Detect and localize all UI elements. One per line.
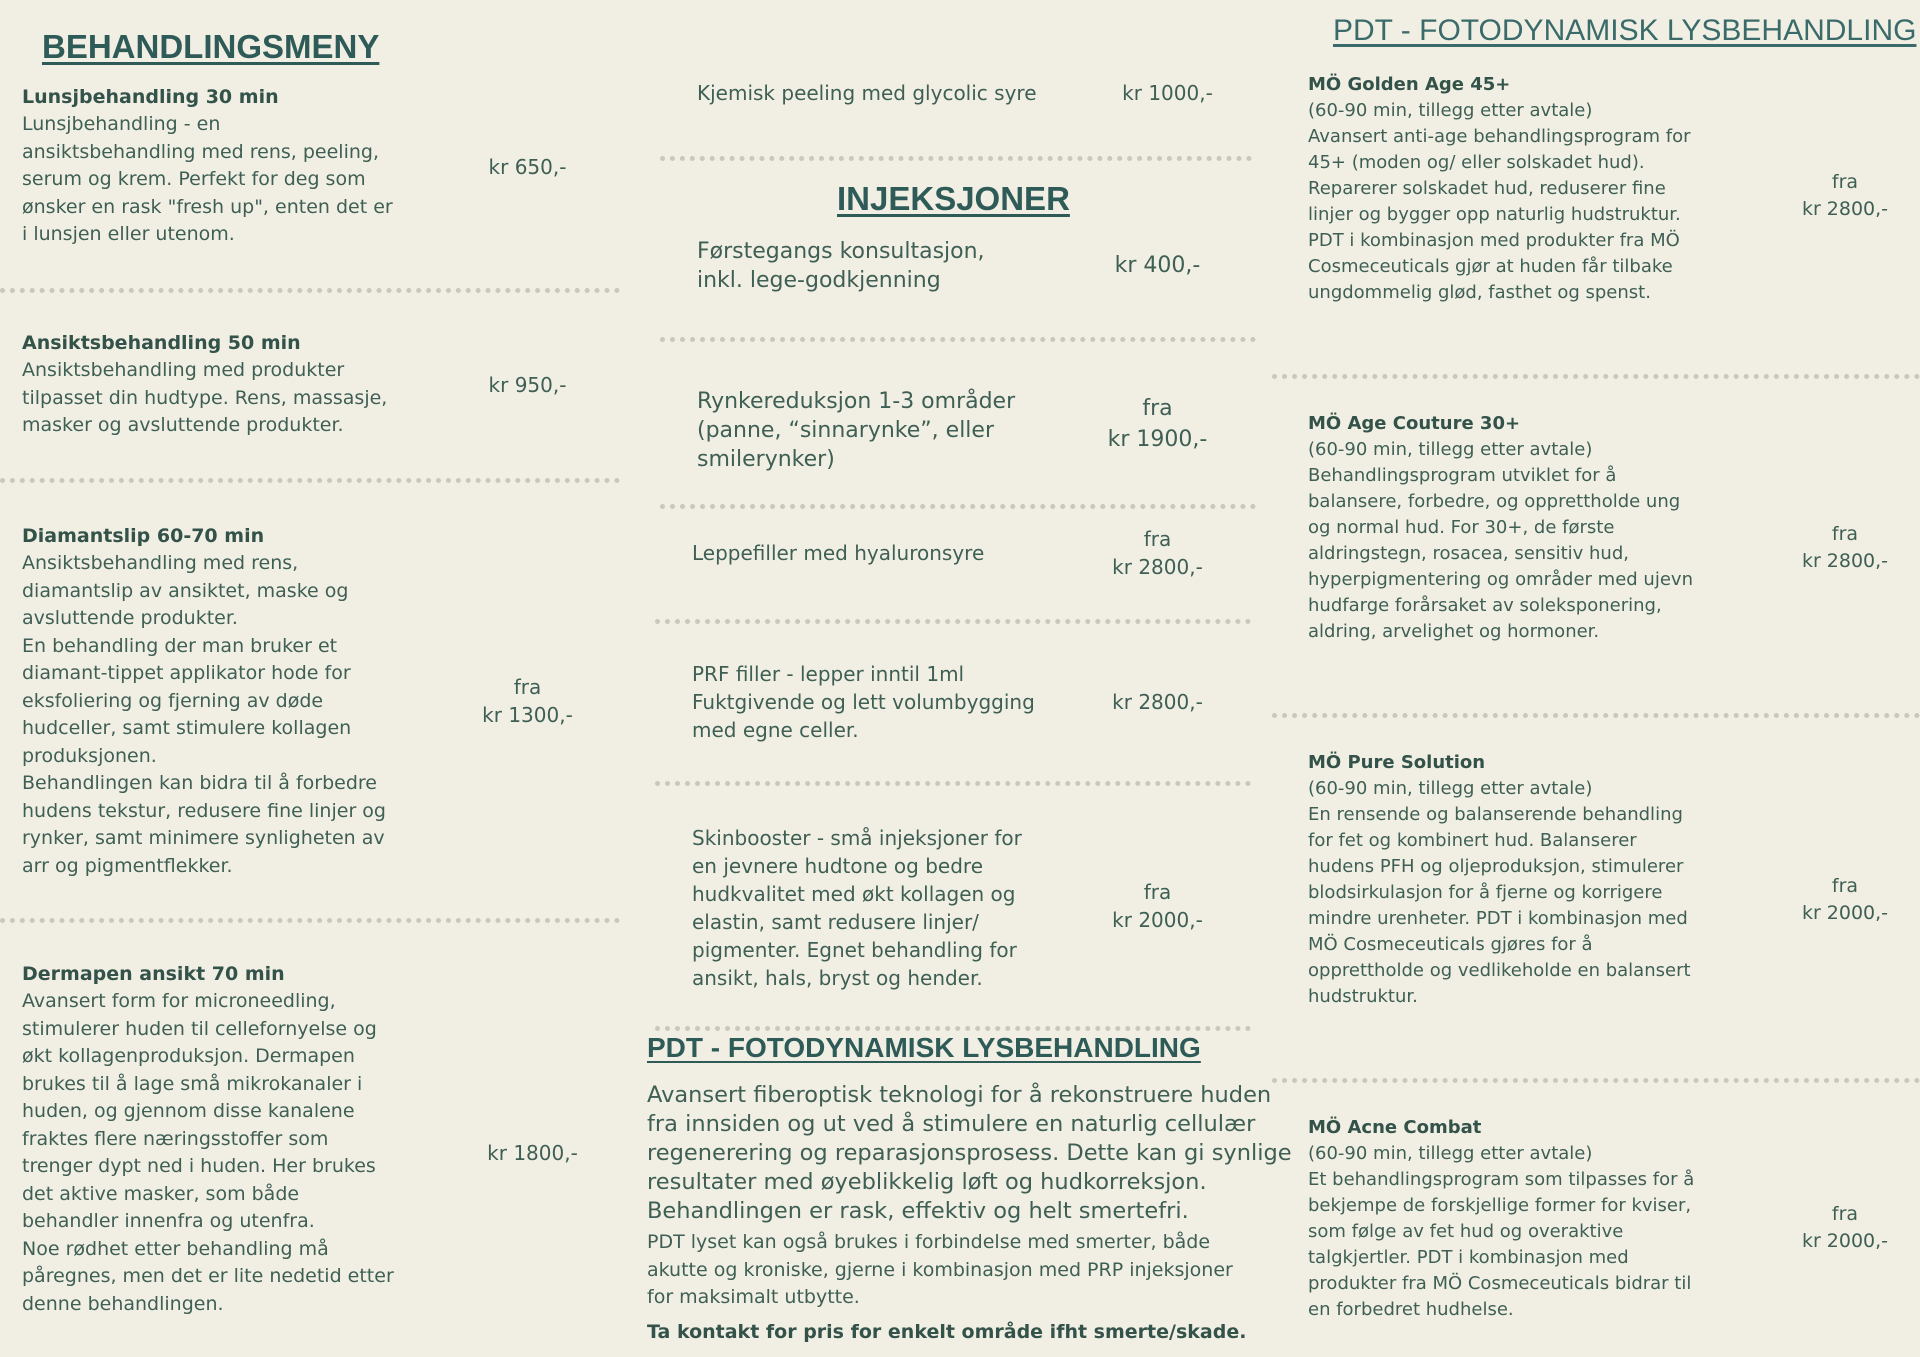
injection-name: Førstegangs konsultasjon, inkl. lege-godkjenning: [697, 239, 985, 293]
item-price: kr 950,-: [488, 373, 567, 397]
program-title: MÖ Pure Solution: [1308, 752, 1486, 773]
program-price: fra kr 2800,-: [1801, 523, 1889, 572]
divider: [655, 619, 1251, 624]
program-price: fra kr 2800,-: [1801, 171, 1889, 220]
pdt-program-age-couture: [1308, 411, 1728, 645]
divider: [660, 156, 1252, 161]
item-description: Lunsjbehandling - en ansiktsbehandling med rens, peeling, serum og krem. Perfekt for deg som ønsker en rask "fresh up", enten det er i lunsjen eller utenom.: [22, 113, 393, 245]
menu-heading: BEHANDLINGSMENY: [42, 28, 380, 65]
program-description: (60-90 min, tillegg etter avtale) Et behandlingsprogram som tilpasses for å bekjempe de forskjellige former for kviser, som følge av fet hud og overaktive talgkjertler. PDT i kombinasjon med produkter fra MÖ Cosmeceuticals bidrar til en forbedret hudhelse.: [1308, 1143, 1695, 1320]
divider: [660, 504, 1256, 509]
divider: [1272, 374, 1920, 379]
program-price: fra kr 2000,-: [1801, 1203, 1889, 1252]
peeling-name: Kjemisk peeling med glycolic syre: [697, 81, 1037, 105]
injections-heading: INJEKSJONER: [837, 180, 1070, 217]
pdt-program-acne-combat: [1308, 1115, 1728, 1323]
item-price: fra kr 1300,-: [482, 675, 573, 727]
divider: [660, 337, 1256, 342]
divider: [655, 1026, 1251, 1031]
item-description: Ansiktsbehandling med rens, diamantslip av ansiktet, maske og avsluttende produkter. En behandling der man bruker et diamant-tippet applikator hode for eksfoliering og fjerning av døde hudceller, samt stimulere kollagen produksjonen. Behandlingen kan bidra til å forbedre hudens tekstur, redusere fine linjer og rynker, samt minimere synligheten av arr og pigmentflekker.: [22, 552, 386, 877]
program-title: MÖ Age Couture 30+: [1308, 413, 1521, 434]
injection-price: fra kr 1900,-: [1107, 396, 1208, 452]
divider: [1272, 713, 1920, 718]
item-title: Diamantslip 60-70 min: [22, 525, 265, 547]
divider: [655, 781, 1251, 786]
pdt-intro: Avansert fiberoptisk teknologi for å rekonstruere huden fra innsiden og ut ved å stimulere en naturlig cellulær regenerering og reparasjonsprosess. Dette kan gi synlige resultater med øyeblikkelig løft og hudkorreksjon. Behandlingen er rask, effektiv og helt smertefri.: [647, 1082, 1292, 1224]
program-title: MÖ Acne Combat: [1308, 1117, 1482, 1138]
injection-price: kr 400,-: [1114, 253, 1201, 278]
injection-name: PRF filler - lepper inntil 1ml Fuktgivende og lett volumbygging med egne celler.: [692, 662, 1035, 742]
divider: [1272, 1078, 1920, 1083]
program-price: fra kr 2000,-: [1801, 875, 1889, 924]
pdt-program-pure-solution: [1308, 750, 1728, 1010]
divider: [0, 478, 620, 483]
program-description: (60-90 min, tillegg etter avtale) En rensende og balanserende behandling for fet og kombinert hud. Balanserer hudens PFH og oljeproduksjon, stimulerer blodsirkulasjon for å fjerne og korrigere mindre urenheter. PDT i kombinasjon med MÖ Cosmeceuticals gjøres for å opprettholde og vedlikeholde en balansert hudstruktur.: [1308, 778, 1691, 1007]
menu-item-diamantslip: [22, 523, 422, 880]
pdt-heading-middle: PDT - FOTODYNAMISK LYSBEHANDLING: [647, 1032, 1201, 1063]
pdt-heading-right: PDT - FOTODYNAMISK LYSBEHANDLING: [1333, 14, 1917, 47]
divider: [0, 918, 620, 923]
injection-price: fra kr 2000,-: [1112, 880, 1203, 932]
injection-name: Rynkereduksjon 1-3 områder (panne, “sinnarynke”, eller smilerynker): [697, 389, 1016, 472]
item-price: kr 650,-: [488, 155, 567, 179]
program-description: (60-90 min, tillegg etter avtale) Behandlingsprogram utviklet for å balansere, forbedre, og opprettholde ung og normal hud. For 30+, de første aldringstegn, rosacea, sensitiv hud, hyperpigmentering og områder med ujevn hudfarge forårsaket av soleksponering, aldring, arvelighet og hormoner.: [1308, 439, 1693, 642]
program-title: MÖ Golden Age 45+: [1308, 74, 1511, 95]
pdt-extra: PDT lyset kan også brukes i forbindelse med smerter, både akutte og kroniske, gjerne i kombinasjon med PRP injeksjoner for maksimalt utbytte.: [647, 1231, 1233, 1308]
menu-item-lunch: [22, 84, 422, 249]
menu-item-facial: [22, 330, 422, 440]
peeling-price: kr 1000,-: [1122, 81, 1213, 105]
injection-name: Leppefiller med hyaluronsyre: [692, 541, 985, 565]
injection-price: fra kr 2800,-: [1112, 527, 1203, 579]
program-description: (60-90 min, tillegg etter avtale) Avansert anti-age behandlingsprogram for 45+ (moden og/ eller solskadet hud). Reparerer solskadet hud, reduserer fine linjer og bygger opp naturlig hudstruktur. PDT i kombinasjon med produkter fra MÖ Cosmeceuticals gjør at huden får tilbake ungdommelig glød, fasthet og spenst.: [1308, 100, 1691, 303]
item-description: Avansert form for microneedling, stimulerer huden til cellefornyelse og økt kollagenproduksjon. Dermapen brukes til å lage små mikrokanaler i huden, og gjennom disse kanalene fraktes flere næringsstoffer som trenger dypt ned i huden. Her brukes det aktive masker, som både behandler innenfra og utenfra. Noe rødhet etter behandling må påregnes, men det er lite nedetid etter denne behandlingen.: [22, 990, 394, 1315]
item-title: Dermapen ansikt 70 min: [22, 963, 285, 985]
menu-item-dermapen: [22, 961, 422, 1318]
injection-name: Skinbooster - små injeksjoner for en jevnere hudtone og bedre hudkvalitet med økt kollagen og elastin, samt redusere linjer/ pigmenter. Egnet behandling for ansikt, hals, bryst og hender.: [692, 826, 1022, 990]
pdt-program-golden-age: [1308, 72, 1728, 306]
item-title: Ansiktsbehandling 50 min: [22, 332, 301, 354]
pdt-contact: Ta kontakt for pris for enkelt område ifht smerte/skade.: [647, 1321, 1247, 1343]
item-description: Ansiktsbehandling med produkter tilpasset din hudtype. Rens, massasje, masker og avsluttende produkter.: [22, 359, 388, 436]
item-title: Lunsjbehandling 30 min: [22, 86, 279, 108]
injection-price: kr 2800,-: [1112, 690, 1203, 714]
item-price: kr 1800,-: [487, 1141, 578, 1165]
divider: [0, 288, 620, 293]
